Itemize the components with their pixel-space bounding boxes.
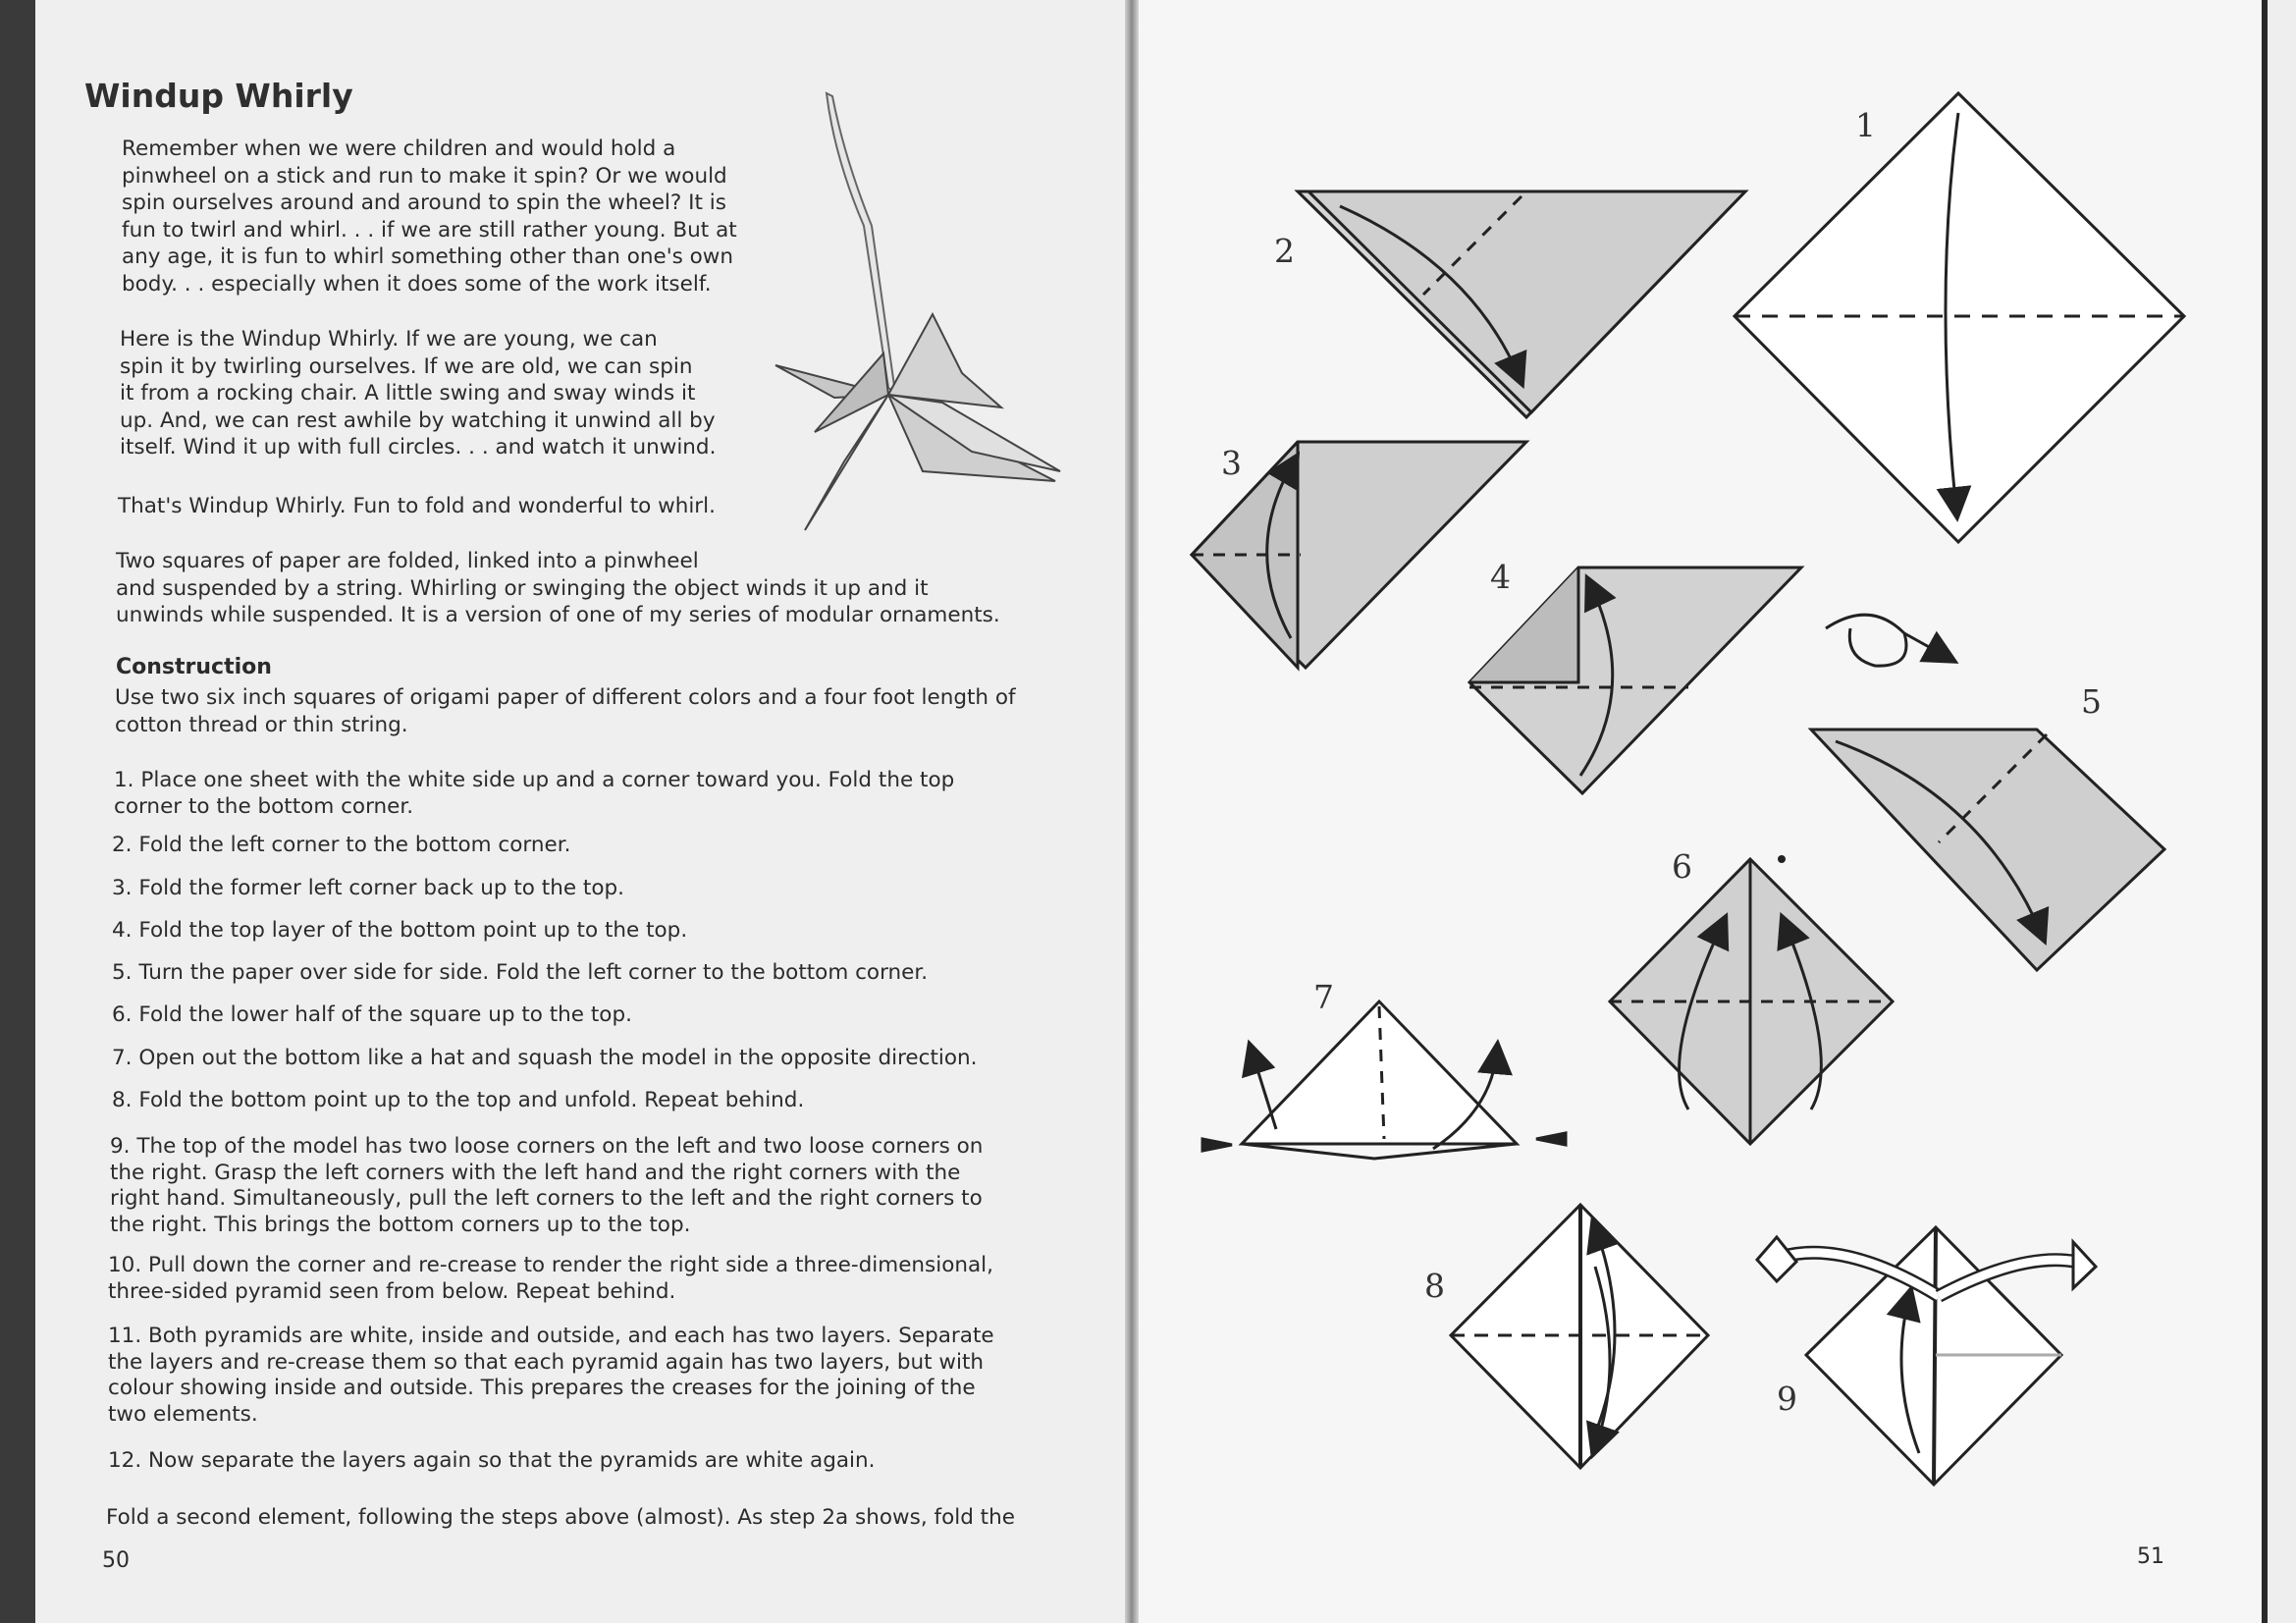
page-title: Windup Whirly <box>84 77 353 115</box>
diagram-step-9 <box>1757 1227 2096 1485</box>
step-10: 10. Pull down the corner and re-crease to render the right side a three-dimensional, three-sided pyramid seen from below. Repeat behind. <box>108 1253 993 1304</box>
step-11: 11. Both pyramids are white, inside and outside, and each has two layers. Separate the layers and re-crease them so that each pyramid again has two layers, but with colour showing inside and outside. This prepares the creases for the joining of the two elements. <box>108 1324 994 1427</box>
diagram-step-4 <box>1469 568 1801 793</box>
page-number-left: 50 <box>102 1548 130 1573</box>
diagram-step-1 <box>1735 93 2184 542</box>
diagram-number-6: 6 <box>1672 847 1692 886</box>
step-1: 1. Place one sheet with the white side up and a corner toward you. Fold the top corner to the bottom corner. <box>114 768 955 819</box>
diagram-step-3 <box>1192 442 1526 668</box>
diagram-number-5: 5 <box>2081 682 2102 721</box>
diagram-number-7: 7 <box>1313 978 1334 1016</box>
intro-paragraph-3: That's Windup Whirly. Fun to fold and wonderful to whirl. <box>118 494 716 518</box>
step-5: 5. Turn the paper over side for side. Fold the left corner to the bottom corner. <box>112 960 929 985</box>
intro-paragraph-1: Remember when we were children and would hold a pinwheel on a stick and run to make it spin? Or we would spin ourselves around and around to spin the wheel? It is fun to twirl and whirl. . . if we are still rather young. But at any age, it is fun to whirl something other than one's own body. . . especially when it does some of the work itself. <box>122 136 737 297</box>
page-number-right: 51 <box>2137 1544 2164 1569</box>
diagram-step-5 <box>1811 730 2164 970</box>
diagram-step-7 <box>1202 1001 1566 1159</box>
step-6: 6. Fold the lower half of the square up to the top. <box>112 1002 632 1027</box>
diagram-step-8 <box>1451 1205 1708 1468</box>
step-9: 9. The top of the model has two loose corners on the left and two loose corners on the right. Grasp the left corners with the left hand and the right corners with the right hand. Simultaneously, pull the left corners to the left and the right corners to the right. This brings the bottom corners up to the top. <box>110 1134 984 1237</box>
closing-text: Fold a second element, following the steps above (almost). As step 2a shows, fold the <box>106 1505 1015 1530</box>
diagram-step-2 <box>1298 191 1745 417</box>
diagram-number-4: 4 <box>1490 558 1511 596</box>
step-8: 8. Fold the bottom point up to the top and unfold. Repeat behind. <box>112 1088 805 1112</box>
diagram-number-2: 2 <box>1274 232 1295 270</box>
step-3: 3. Fold the former left corner back up to the top. <box>112 876 624 900</box>
step-4: 4. Fold the top layer of the bottom point up to the top. <box>112 918 688 943</box>
construction-heading: Construction <box>116 655 272 679</box>
step-12: 12. Now separate the layers again so that the pyramids are white again. <box>108 1448 876 1473</box>
diagram-number-9: 9 <box>1777 1380 1797 1418</box>
intro-paragraph-4: Two squares of paper are folded, linked into a pinwheel and suspended by a string. Whirling or swinging the object winds it up and it unwinds while suspended. It is a version of one of my series of modular ornaments. <box>116 549 1000 627</box>
turn-over-icon <box>1826 615 1949 666</box>
step-7: 7. Open out the bottom like a hat and squash the model in the opposite direction. <box>112 1046 978 1070</box>
diagram-number-1: 1 <box>1855 106 1876 144</box>
diagram-step-6 <box>1610 859 1893 1144</box>
step-2: 2. Fold the left corner to the bottom corner. <box>112 833 571 857</box>
intro-paragraph-2: Here is the Windup Whirly. If we are young, we can spin it by twirling ourselves. If we are old, we can spin it from a rocking chair. A little swing and sway winds it up. And, we can rest awhile by watching it unwind all by itself. Wind it up with full circles. . . and watch it unwind. <box>120 327 717 460</box>
diagram-number-3: 3 <box>1221 444 1242 482</box>
diagram-number-8: 8 <box>1424 1267 1445 1305</box>
construction-text: Use two six inch squares of origami paper of different colors and a four foot length of cotton thread or thin string. <box>115 685 1016 737</box>
